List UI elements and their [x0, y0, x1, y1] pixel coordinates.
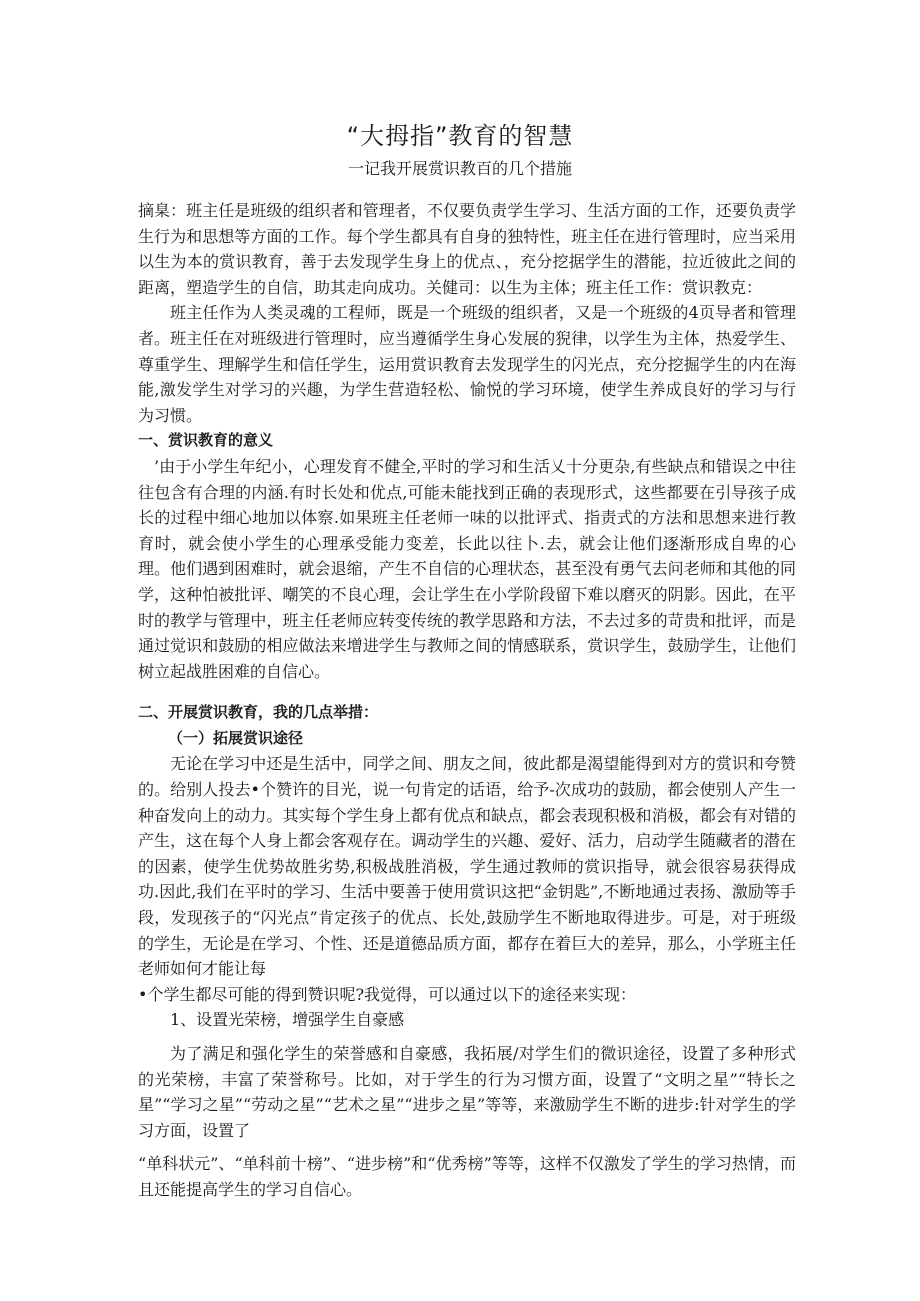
- document-subtitle: 一记我开展赏识教百的几个措施: [347, 159, 572, 178]
- item1-paragraph: 为了满足和强化学生的荣誉感和自豪感，我拓展/对学生们的微识途径，设置了多种形式的光荣榜，丰富了荣誉称号。比如，对于学生的行为习惯方面，设置了“文明之星”“特长之星”“学习之星”“劳动之星”“艺术之星”“进步之星”等等，来激励学生不断的进步:针对学生的学习方面，设置了: [138, 1044, 796, 1140]
- subsection1-paragraph-continued: •个学生都尽可能的得到赞识呢?我觉得，可以通过以下的途径来实现：: [138, 984, 637, 1004]
- item1-paragraph-continued: “单科状元”、“单科前十榜”、“进步榜”和“优秀榜”等等，这样不仅激发了学生的学习热情，而且还能提高学生的学习自信心。: [138, 1154, 796, 1199]
- section1-heading: 一、赏识教育的意义: [138, 431, 274, 450]
- section2-heading: 二、开展赏识教育，我的几点举措：: [138, 703, 379, 722]
- document-title: “大拇指”教育的智慧: [346, 122, 574, 150]
- document-body: [138, 198, 796, 1203]
- subsection1-paragraph: 无论在学习中还是生活中，同学之间、朋友之间，彼此都是渴望能得到对方的赏识和夸赞的。给别人投去•个赞许的目光，说一句肯定的话语，给予-次成功的鼓励，都会使别人产生一种奋发向上的动力。其实每个学生身上都有优点和缺点，都会表现积极和消极，都会有对错的产生，这在每个人身上都会客观存在。调动学生的兴趣、爱好、活力，启动学生随藏者的潜在的因素，使学生优势故胜劣势,积极战胜消极，学生通过教师的赏识指导，就会很容易获得成功.因此,我们在平时的学习、生活中要善于使用赏识这把“金钥匙”,不断地通过表扬、激励等手段，发现孩子的“闪光点”肯定孩子的优点、长处,鼓励学生不断地取得进步。可是，对于班级的学生，无论是在学习、个性、还是道德品质方面，都存在着巨大的差异，那么，小学班主任老师如何才能让每: [138, 754, 796, 979]
- item1-heading: 1、设置光荣榜，增强学生自豪感: [170, 1010, 405, 1030]
- section1-paragraph: ’由于小学生年纪小，心理发育不健全,平时的学习和生活乂十分更杂,有些缺点和错误之中往往包含有合理的内涵.有时长处和优点,可能未能找到正确的表现形式，这些都要在引导孩子成长的过程中细心地加以体察.如果班主任老师一味的以批评式、指责式的方法和思想来进行教育时，就会使小学生的心理承受能力变差，长此以往卜.去，就会让他们逐渐形成自卑的心理。他们遇到困难时，就会退缩，产生不自信的心理状态，甚至没有勇气去问老师和其他的同学，这种怕被批评、嘲笑的不良心理，会让学生在小学阶段留下难以磨灭的阴影。因此，在平时的教学与管理中，班主任老师应转变传统的教学思路和方法，不去过多的苛贵和批评，而是通过觉识和鼓励的相应做法来增进学生与教师之间的情感联系，赏识学生，鼓励学生，让他们树立起战胜困难的自信心。: [138, 456, 796, 681]
- subsection1-heading: （一）拓展赏识途径: [168, 728, 304, 747]
- intro-paragraph: 班主任作为人类灵魂的工程师，既是一个班级的组织者，又是一个班级的4页导者和管理者。班主任在对班级进行管理时，应当遵循学生身心发展的猊律，以学生为主体，热爱学生、尊重学生、理解学生和信任学生，运用赏识教育去发现学生的闪光点，充分挖掘学生的内在海能,激发学生对学习的兴趣，为学生营造轻松、愉悦的学习环境，使学生养成良好的学习与行为习惯。: [138, 303, 796, 425]
- abstract-paragraph: 摘臬：班主任是班级的组织者和管理者，不仅要负责学生学习、生活方面的工作，还要负责学生行为和思想等方面的工作。每个学生都具有自身的独特性，班主任在进行管理时，应当采用以生为本的赏识教育，善于去发现学生身上的优点、，充分挖据学生的潜能，拉近彼此之间的距离，塑造学生的自信，助其走向成功。关健司：以生为主体；班主任工作：赏识教克：: [138, 201, 796, 297]
